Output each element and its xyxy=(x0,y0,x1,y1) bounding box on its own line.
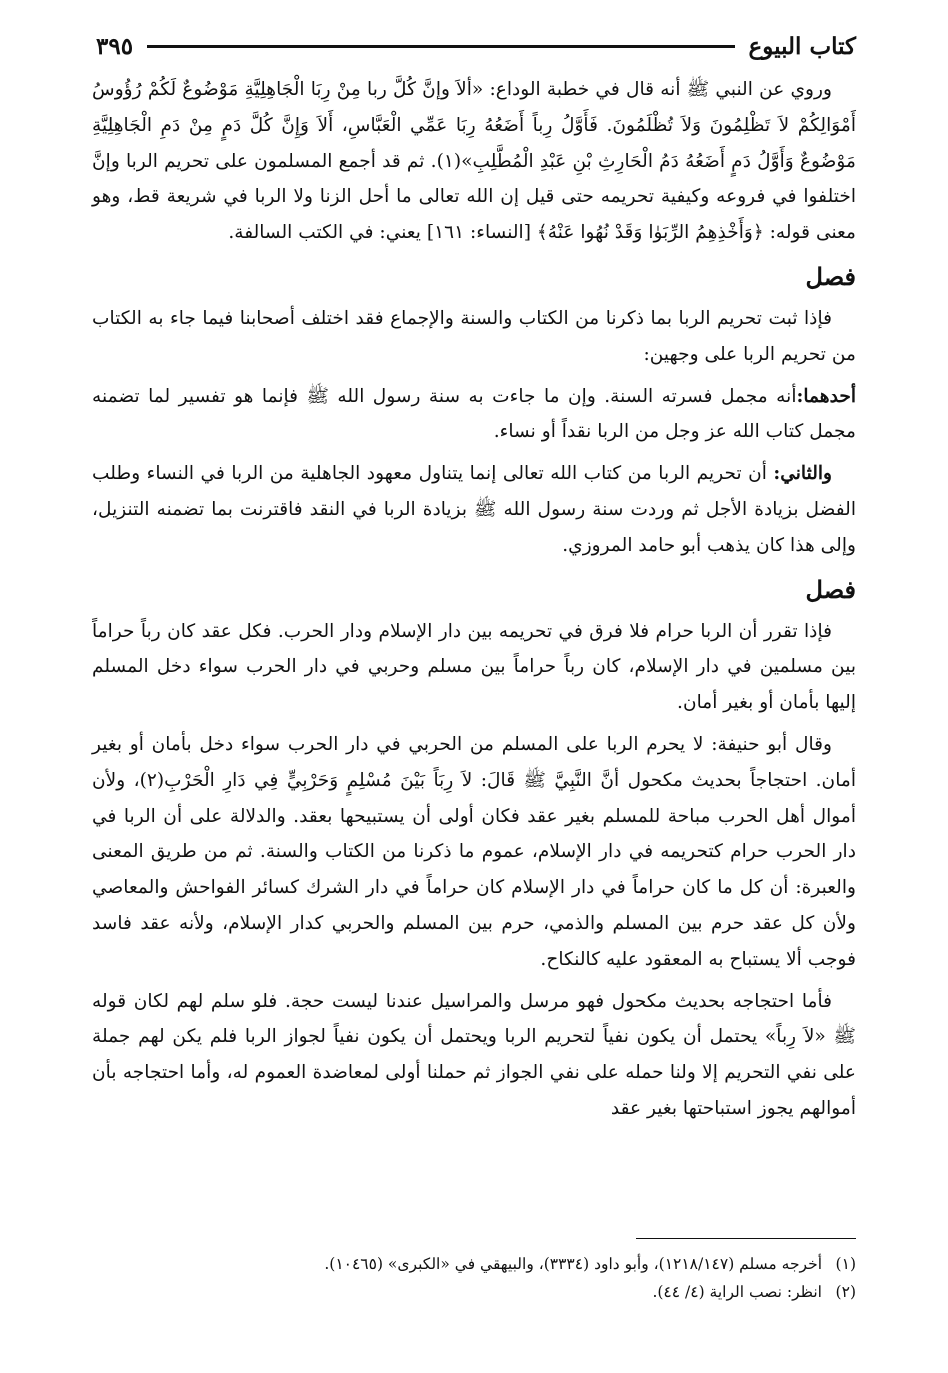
section-heading: فصل xyxy=(805,574,856,604)
footnote-number: (١) xyxy=(835,1255,856,1273)
footnote-divider xyxy=(636,1238,856,1239)
running-header xyxy=(96,28,856,64)
paragraph-second-view xyxy=(92,456,856,563)
footnote-text: أخرجه مسلم (١٢١٨/١٤٧)، وأبو داود (٣٣٣٤)، والبيهقي في «الكبرى» (١٠٤٦٥). xyxy=(324,1255,822,1273)
footnote-number: (٢) xyxy=(835,1283,856,1301)
paragraph-intro: وروي عن النبي ﷺ أنه قال في خطبة الوداع: «ألاَ وإنَّ كُلَّ ربا مِنْ رِبَا الْجَاهِلِيَّةِ مَوْضُوعٌ لَكُمْ رُؤُوسُ أَمْوَالِكُمْ لاَ تَظْلِمُونَ وَلاَ تُظْلَمُونَ. فَأَوَّلُ رِباً أَضَعُهُ رِبَا عَمِّي الْعَبَّاسِ، أَلاَ وَإِنَّ كُلَّ دَمٍ مِنْ دَمِ الْجَاهِلِيَّةِ مَوْضُوعٌ وَأَوَّلُ دَمٍ أَضَعُهُ دَمُ الْحَارِثِ بْنِ عَبْدِ الْمُطَّلِبِ»(١). ثم قد أجمع المسلمون على تحريم الربا وإنَّ اختلفوا في فروعه وكيفية تحريمه حتى قيل إن الله تعالى ما أحل الزنا ولا الربا في شريعة قط، وهو معنى قوله: ﴿وَأَخْذِهِمُ الرِّبَوٰا وَقَدْ نُهُوا عَنْهُ﴾ [النساء: ١٦١] يعني: في الكتب السالفة. xyxy=(92,79,856,244)
page-number: ٣٩٥ xyxy=(96,32,134,60)
header-rule xyxy=(147,45,734,48)
paragraph-text: أن تحريم الربا من كتاب الله تعالى إنما يتناول معهود الجاهلية من الربا في النساء وطلب الفضل بزيادة الأجل ثم وردت سنة رسول الله ﷺ بزيادة الربا في النقد فاقترنت بما تضمنه التنزيل، وإلى هذا كان يذهب أبو حامد المروزي. xyxy=(92,463,856,556)
lead-term: أحدهما: xyxy=(796,385,856,407)
paragraph-first-view xyxy=(92,379,856,451)
footnotes xyxy=(92,1250,856,1306)
paragraph: وقال أبو حنيفة: لا يحرم الربا على المسلم من الحربي في دار الحرب سواء دخل بأمان أو بغير أمان. احتجاجاً بحديث مكحول أنَّ النَّبِيَّ ﷺ قَالَ: لاَ رِبَاً بَيْنَ مُسْلِمٍ وَحَرْبِيٍّ فِي دَارِ الْحَرْبِ(٢)، ولأن أموال أهل الحرب مباحة للمسلم بغير عقد فكان أولى أن يستبيحها بعقد. والدلالة على أن الربا في دار الحرب حرام كتحريمه في دار الإسلام، عموم ما ذكرنا من الكتاب والسنة. ثم من طريق المعنى والعبرة: أن كل ما كان حراماً في دار الإسلام كان حراماً في دار الشرك كسائر الفواحش والمعاصي ولأن كل عقد حرم بين المسلم والذمي، حرم بين المسلم والحربي كدار الإسلام، ولأنه عقد فاسد فوجب ألا يستباح به المعقود عليه كالنكاح. xyxy=(92,733,857,970)
paragraph: فإذا ثبت تحريم الربا بما ذكرنا من الكتاب والسنة والإجماع فقد اختلف أصحابنا فيما جاء به الكتاب من تحريم الربا على وجهين: xyxy=(92,307,856,365)
paragraph: فأما احتجاجه بحديث مكحول فهو مرسل والمراسيل عندنا ليست حجة. فلو سلم لهم لكان قوله ﷺ «لاَ رِباً» يحتمل أن يكون نفياً لتحريم الربا ويحتمل أن يكون نفياً لجواز الربا فلم يكن لهم جملة على نفي التحريم إلا ولنا حمله على نفي الجواز ثم حملنا أولى لمعاضدة العموم له، وأما احتجاجه بأن أموالهم يجوز استباحتها بغير عقد xyxy=(92,990,856,1119)
lead-term: والثاني: xyxy=(773,463,832,485)
paragraph-text: أنه مجمل فسرته السنة. وإن ما جاءت به سنة رسول الله ﷺ فإنما هو تفسير لما تضمنه مجمل كتاب الله عز وجل من الربا نقداً أو نساء. xyxy=(92,385,856,443)
section-heading: فصل xyxy=(805,261,856,291)
paragraph: فإذا تقرر أن الربا حرام فلا فرق في تحريمه بين دار الإسلام ودار الحرب. فكل عقد كان رباً حراماً بين مسلمين في دار الإسلام، كان رباً حراماً بين مسلم وحربي في دار الحرب سواء دخل المسلم إليها بأمان أو بغير أمان. xyxy=(92,620,856,714)
book-title: كتاب البيوع xyxy=(748,32,856,60)
footnote xyxy=(92,1278,856,1306)
footnote-text: انظر: نصب الراية (٤/ ٤٤). xyxy=(652,1283,822,1301)
main-text xyxy=(92,72,856,1133)
footnote xyxy=(92,1250,856,1278)
